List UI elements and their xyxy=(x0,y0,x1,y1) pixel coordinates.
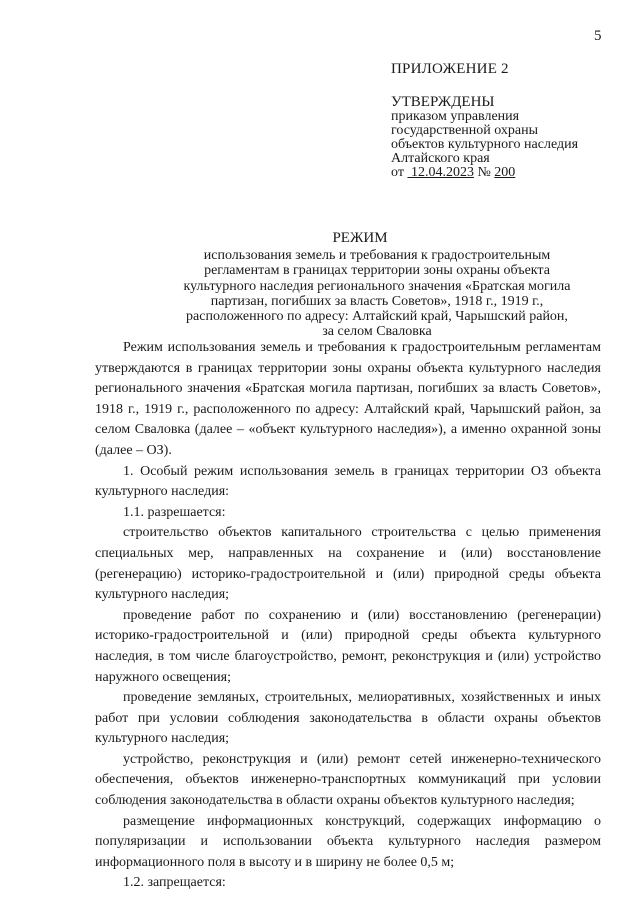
body-paragraph: строительство объектов капитального строительства с целью применения специальных мер, направленных на сохранение и (или) восстановление (регенерацию) историко-градостроительной и (или) природной среды объекта культурного наследия; xyxy=(95,525,601,603)
approved-line: государственной охраны xyxy=(391,123,539,138)
body-paragraph: проведение работ по сохранению и (или) восстановлению (регенерации) историко-градостроительной и (или) природной среды объекта культурного наследия, в том числе благоустройство, ремонт, реконструкция и (или) устройство наружного освещения; xyxy=(95,607,601,685)
body-paragraph: 1. Особый режим использования земель в границах территории ОЗ объекта культурного наследия: xyxy=(95,463,601,500)
approved-line: приказом управления xyxy=(391,109,520,124)
approval-date-line xyxy=(391,166,578,180)
approval-number: 200 xyxy=(494,165,516,180)
body-paragraph: 1.1. разрешается: xyxy=(123,504,226,520)
body-paragraph: Режим использования земель и требования к градостроительным регламентам утверждаются в границах территории зоны охраны объекта культурного наследия регионального значения «Братская могила партизан, погибших за власть Советов», 1918 г., 1919 г., расположенного по адресу: Алтайский край, Чарышский район, за селом Сваловка (далее – «объект культурного наследия»), а именно охранной зоны (далее – ОЗ). xyxy=(95,340,601,458)
document-title: РЕЖИМ xyxy=(332,230,388,246)
subtitle-line: за селом Сваловка xyxy=(322,324,432,340)
subtitle-line: расположенного по адресу: Алтайский край, Чарышский район, xyxy=(186,309,568,325)
body-paragraph: 1.2. запрещается: xyxy=(123,875,226,891)
approval-block xyxy=(391,95,578,180)
page-number: 5 xyxy=(594,28,602,44)
subtitle-line: регламентам в границах территории зоны охраны объекта xyxy=(204,263,550,279)
approved-line: Алтайского края xyxy=(391,151,490,166)
date-prefix: от xyxy=(391,165,404,180)
appendix-label: ПРИЛОЖЕНИЕ 2 xyxy=(391,61,509,77)
number-sign: № xyxy=(477,165,491,180)
body-paragraph: размещение информационных конструкций, содержащих информацию о популяризации и использовании объекта культурного наследия размером информационного поля в высоту и в ширину не более 0,5 м; xyxy=(95,813,601,870)
approval-date: 12.04.2023 xyxy=(410,165,474,180)
approved-line: объектов культурного наследия xyxy=(391,137,579,152)
subtitle-line: партизан, погибших за власть Советов», 1918 г., 1919 г., xyxy=(210,293,544,309)
subtitle-line: культурного наследия регионального значения «Братская могила xyxy=(183,278,571,294)
document-body xyxy=(95,338,601,894)
body-paragraph: проведение земляных, строительных, мелиоративных, хозяйственных и иных работ при условии соблюдения законодательства в области охраны объектов культурного наследия; xyxy=(95,690,601,747)
document-subtitle xyxy=(130,248,624,340)
subtitle-line: использования земель и требования к градостроительным xyxy=(203,248,551,263)
approved-heading: УТВЕРЖДЕНЫ xyxy=(391,94,495,110)
body-paragraph: устройство, реконструкция и (или) ремонт сетей инженерно-технического обеспечения, объектов инженерно-транспортных коммуникаций при условии соблюдения законодательства в области охраны объектов культурного наследия; xyxy=(95,751,601,809)
